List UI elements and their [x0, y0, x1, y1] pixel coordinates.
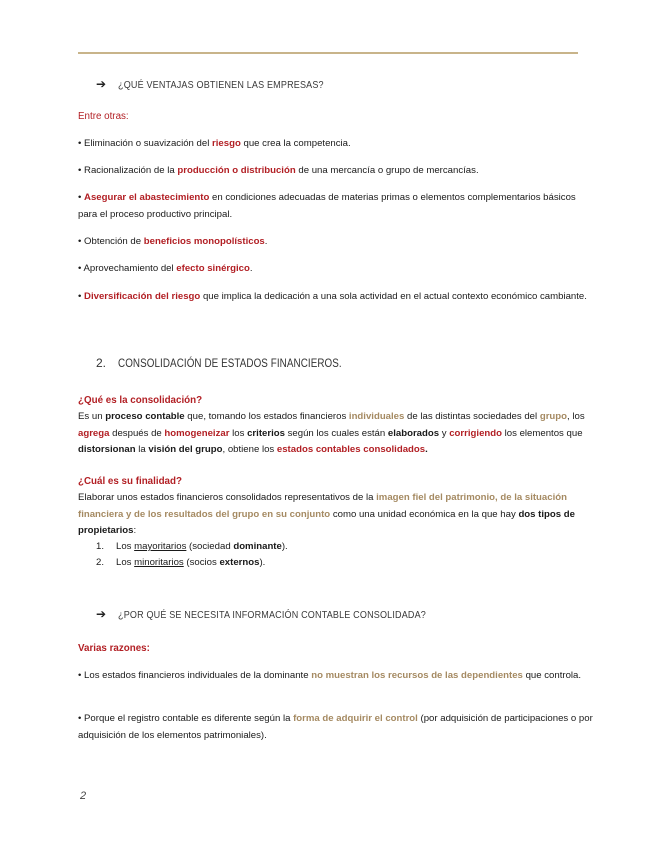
- text-run: como una unidad económica en la que hay: [330, 508, 519, 520]
- question-finalidad: ¿Cuál es su finalidad?: [78, 476, 182, 487]
- text-run: dos tipos de propietarios: [78, 508, 575, 536]
- arrow-icon: ➔: [96, 77, 107, 91]
- label-varias-razones: Varias razones:: [78, 643, 150, 654]
- text-run: Elaborar unos estados financieros consolidados representativos de la: [78, 492, 377, 503]
- text-run: proceso contable: [105, 411, 185, 422]
- text-run: criterios: [247, 427, 285, 439]
- text-run: grupo: [539, 411, 568, 422]
- text-run: estados contables consolidados: [276, 444, 426, 455]
- heading-ventajas: ➔ ¿QUÉ VENTAJAS OBTIENEN LAS EMPRESAS?: [96, 77, 324, 91]
- text-run: que controla.: [522, 670, 582, 681]
- text-run: forma de adquirir el control: [293, 713, 418, 724]
- text-run: agrega: [78, 427, 110, 439]
- text-run: , obtiene los: [222, 444, 277, 455]
- text-run: individuales: [348, 411, 405, 422]
- text-run: no muestran los recursos de las dependientes: [311, 670, 523, 681]
- bullet-abastecimiento: • Asegurar el abastecimiento en condiciones adecuadas de materias primas o elementos complementarios básicos para el proceso productivo principal.: [78, 192, 576, 220]
- text-run: homogeneizar: [164, 427, 230, 439]
- bullet-riesgo: • Eliminación o suavización del riesgo que crea la competencia.: [78, 138, 351, 149]
- text-run: (por adquisición de participaciones o por adquisición de los elementos patrimoniales).: [78, 713, 593, 741]
- page-number: 2: [80, 790, 87, 802]
- question-consolidacion: ¿Qué es la consolidación?: [78, 395, 203, 406]
- label-entre-otras: Entre otras:: [78, 111, 129, 122]
- text-run: la: [135, 444, 149, 455]
- text-run: según los cuales están: [284, 427, 388, 439]
- text-run: elaborados: [387, 427, 440, 439]
- text-run: de las distintas sociedades del: [404, 411, 540, 422]
- bullet-no-muestran: [78, 668, 593, 685]
- paragraph-consolidacion: [78, 409, 593, 459]
- bullet-sinergico: • Aprovechamiento del efecto sinérgico.: [78, 263, 253, 274]
- text-run: .: [425, 444, 428, 455]
- list-item-minoritarios: 2. Los minoritarios (socios externos).: [96, 557, 266, 568]
- bullet-beneficios: • Obtención de beneficios monopolísticos.: [78, 236, 268, 247]
- bullet-diversificacion: • Diversificación del riesgo que implica la dedicación a una sola actividad en el actual contexto económico cambiante.: [78, 291, 587, 302]
- section-2-heading: 2. CONSOLIDACIÓN DE ESTADOS FINANCIEROS.: [96, 356, 342, 370]
- text-run: los: [229, 427, 248, 439]
- text-run: :: [133, 525, 137, 536]
- top-divider: [78, 52, 578, 54]
- text-run: los elementos que: [502, 427, 583, 439]
- text-run: • Porque el registro contable es diferente según la: [78, 713, 294, 724]
- bullet-racionalizacion: • Racionalización de la producción o distribución de una mercancía o grupo de mercancías.: [78, 165, 479, 176]
- text-run: que, tomando los estados financieros: [184, 411, 349, 422]
- text-run: • Los estados financieros individuales de la dominante: [78, 670, 312, 681]
- text-run: corrigiendo: [449, 427, 502, 439]
- text-run: distorsionan: [78, 444, 136, 455]
- list-item-mayoritarios: 1. Los mayoritarios (sociedad dominante).: [96, 541, 288, 552]
- text-run: , los: [567, 411, 585, 422]
- heading-porque: ➔ ¿POR QUÉ SE NECESITA INFORMACIÓN CONTABLE CONSOLIDADA?: [96, 607, 427, 621]
- text-run: y: [439, 427, 450, 439]
- text-run: Es un: [78, 411, 106, 422]
- text-run: imagen fiel del patrimonio, de la situación financiera y de los resultados del grupo en su conjunto: [78, 492, 567, 520]
- bullet-forma-adquirir: [78, 711, 593, 744]
- text-run: visión del grupo: [148, 444, 223, 455]
- arrow-icon: ➔: [96, 607, 107, 621]
- text-run: después de: [109, 427, 165, 439]
- paragraph-finalidad: [78, 490, 593, 540]
